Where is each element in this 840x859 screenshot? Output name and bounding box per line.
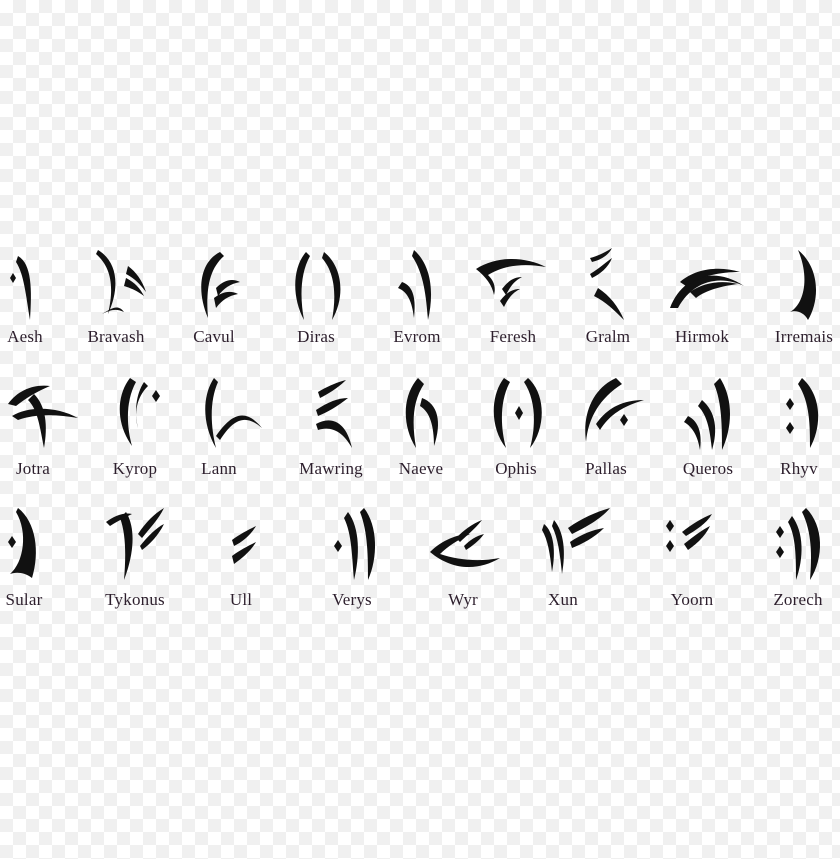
rune-xun-icon (540, 506, 612, 576)
rune-diras-icon (290, 248, 348, 324)
rune-pallas-icon (580, 376, 646, 446)
rune-ophis-icon (490, 376, 548, 452)
rune-sular-icon (2, 506, 46, 582)
rune-queros-icon (680, 376, 736, 452)
rune-label-bravash: Bravash (87, 327, 145, 346)
rune-label-kyrop: Kyrop (112, 459, 158, 478)
rune-label-jotra: Jotra (15, 459, 51, 478)
rune-label-aesh: Aesh (7, 327, 43, 346)
rune-jotra-icon (4, 376, 80, 452)
rune-tykonus-icon (102, 506, 166, 582)
rune-feresh-icon (474, 255, 550, 315)
rune-bravash-icon (90, 248, 150, 324)
rune-label-tykonus: Tykonus (105, 590, 165, 609)
rune-label-naeve: Naeve (398, 459, 444, 478)
rune-label-zorech: Zorech (773, 590, 823, 609)
rune-wyr-icon (428, 516, 502, 576)
rune-label-mawring: Mawring (299, 459, 363, 478)
rune-label-irremais: Irremais (774, 327, 834, 346)
rune-label-queros: Queros (682, 459, 734, 478)
rune-gralm-icon (584, 248, 630, 324)
rune-label-lann: Lann (201, 459, 237, 478)
rune-rhyv-icon (778, 376, 824, 452)
rune-label-gralm: Gralm (585, 327, 631, 346)
rune-evrom-icon (392, 248, 442, 324)
rune-label-ophis: Ophis (495, 459, 537, 478)
rune-label-feresh: Feresh (489, 327, 537, 346)
rune-verys-icon (328, 506, 382, 582)
rune-aesh-icon (2, 248, 46, 324)
rune-label-sular: Sular (5, 590, 43, 609)
rune-mawring-icon (306, 376, 360, 452)
rune-label-yoorn: Yoorn (670, 590, 714, 609)
rune-zorech-icon (770, 506, 824, 582)
rune-hirmok-icon (668, 258, 746, 314)
rune-label-hirmok: Hirmok (674, 327, 730, 346)
rune-naeve-icon (398, 376, 448, 452)
rune-cavul-icon (190, 248, 244, 324)
rune-kyrop-icon (114, 376, 164, 452)
rune-label-cavul: Cavul (193, 327, 235, 346)
rune-label-evrom: Evrom (393, 327, 441, 346)
rune-irremais-icon (786, 248, 822, 324)
rune-label-verys: Verys (332, 590, 372, 609)
rune-label-ull: Ull (229, 590, 253, 609)
rune-yoorn-icon (660, 510, 714, 560)
rune-label-rhyv: Rhyv (780, 459, 818, 478)
rune-label-pallas: Pallas (585, 459, 627, 478)
rune-label-wyr: Wyr (448, 590, 478, 609)
rune-lann-icon (198, 376, 264, 452)
rune-ull-icon (226, 522, 260, 568)
rune-label-diras: Diras (297, 327, 335, 346)
rune-label-xun: Xun (548, 590, 578, 609)
